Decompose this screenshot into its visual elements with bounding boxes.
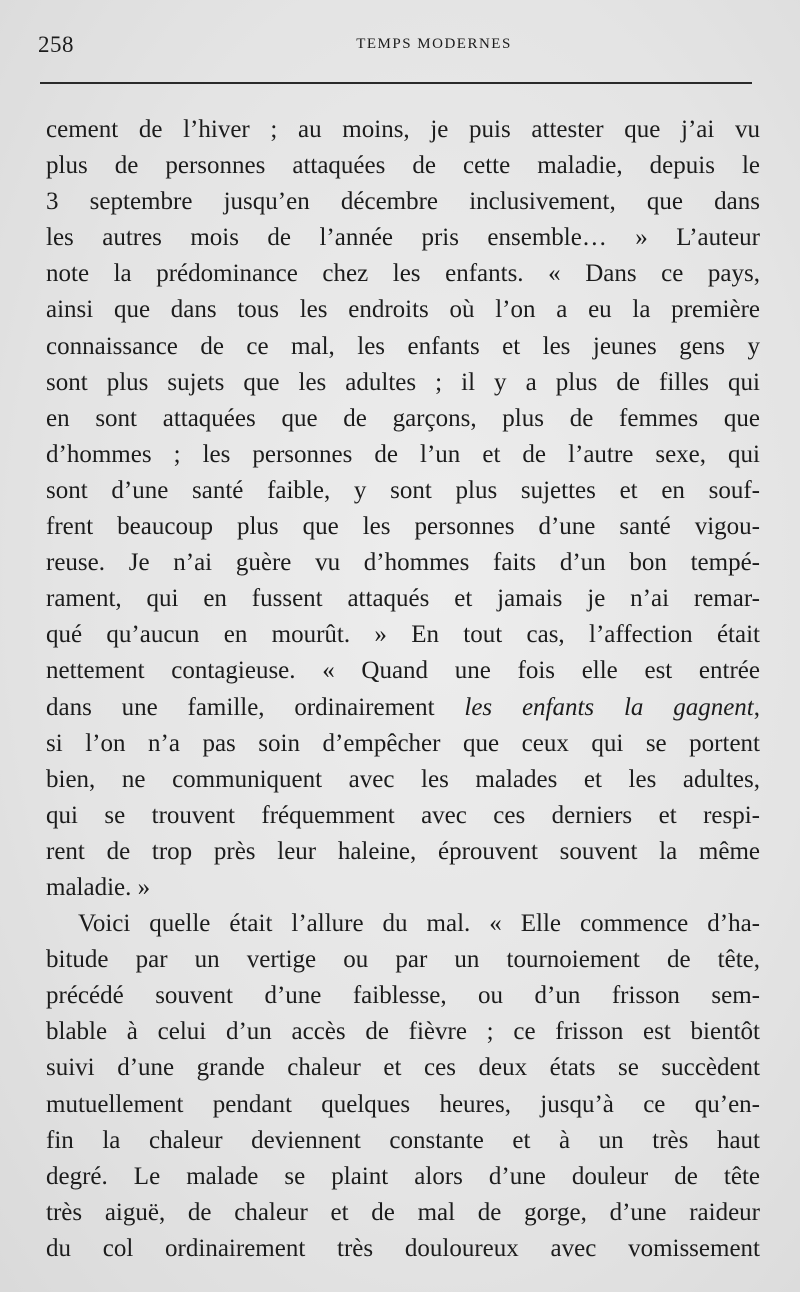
text-line: suivi d’une grande chaleur et ces deux états se succèdent	[46, 1054, 760, 1082]
text-line: si l’on n’a pas soin d’empêcher que ceux qui se portent	[46, 729, 760, 757]
text-line: bitude par un vertige ou par un tournoiement de tête,	[46, 946, 760, 974]
text-line: les autres mois de l’année pris ensemble… » L’auteur	[46, 224, 760, 252]
text-line-with-italic	[46, 690, 760, 726]
text-line: d’hommes ; les personnes de l’un et de l’autre sexe, qui	[46, 440, 760, 468]
text-line: reuse. Je n’ai guère vu d’hommes faits d’un bon tempé-	[46, 549, 760, 577]
text-line: ainsi que dans tous les endroits où l’on a eu la première	[46, 296, 760, 324]
text-line: rament, qui en fussent attaqués et jamais je n’ai remar-	[46, 585, 760, 613]
text-line: fin la chaleur deviennent constante et à un très haut	[46, 1126, 760, 1154]
header-rule	[40, 82, 752, 84]
running-title: TEMPS MODERNES	[356, 36, 512, 52]
text-line: Voici quelle était l’allure du mal. « Elle commence d’ha-	[78, 910, 760, 938]
text-line: nettement contagieuse. « Quand une fois elle est entrée	[46, 657, 760, 685]
text-line: sont d’une santé faible, y sont plus sujettes et en souf-	[46, 476, 760, 504]
text-line: degré. Le malade se plaint alors d’une douleur de tête	[46, 1162, 760, 1190]
text-line: cement de l’hiver ; au moins, je puis attester que j’ai vu	[46, 116, 760, 143]
page-header	[38, 30, 760, 66]
text-line: rent de trop près leur haleine, éprouvent souvent la même	[46, 837, 760, 865]
text-line: mutuellement pendant quelques heures, jusqu’à ce qu’en-	[46, 1090, 760, 1118]
text-line: blable à celui d’un accès de fièvre ; ce frisson est bientôt	[46, 1018, 760, 1046]
text-line: très aiguë, de chaleur et de mal de gorge, d’une raideur	[46, 1198, 760, 1226]
text-line: du col ordinairement très douloureux avec vomissement	[46, 1234, 760, 1262]
text-line: bien, ne communiquent avec les malades et les adultes,	[46, 765, 760, 793]
text-line: qué qu’aucun en mourût. » En tout cas, l’affection était	[46, 621, 760, 649]
text-line: en sont attaquées que de garçons, plus de femmes que	[46, 404, 760, 432]
text-line: maladie. »	[46, 873, 151, 901]
text-line: connaissance de ce mal, les enfants et les jeunes gens y	[46, 332, 760, 360]
text-line: plus de personnes attaquées de cette maladie, depuis le	[46, 152, 760, 180]
text-line: sont plus sujets que les adultes ; il y a plus de filles qui	[46, 368, 760, 396]
text-line: note la prédominance chez les enfants. « Dans ce pays,	[46, 260, 760, 288]
text-line: précédé souvent d’une faiblesse, ou d’un frisson sem-	[46, 982, 760, 1010]
text-segment: dans une famille, ordinairement	[46, 693, 465, 721]
text-segment: ,	[753, 693, 760, 721]
text-line: qui se trouvent fréquemment avec ces derniers et respi-	[46, 801, 760, 829]
text-line: 3 septembre jusqu’en décembre inclusivement, que dans	[46, 188, 760, 216]
italic-quote: les enfants la gagnent	[464, 693, 754, 721]
body-text	[46, 112, 760, 1267]
page-number: 258	[38, 32, 74, 57]
text-line: frent beaucoup plus que les personnes d’une santé vigou-	[46, 513, 760, 541]
